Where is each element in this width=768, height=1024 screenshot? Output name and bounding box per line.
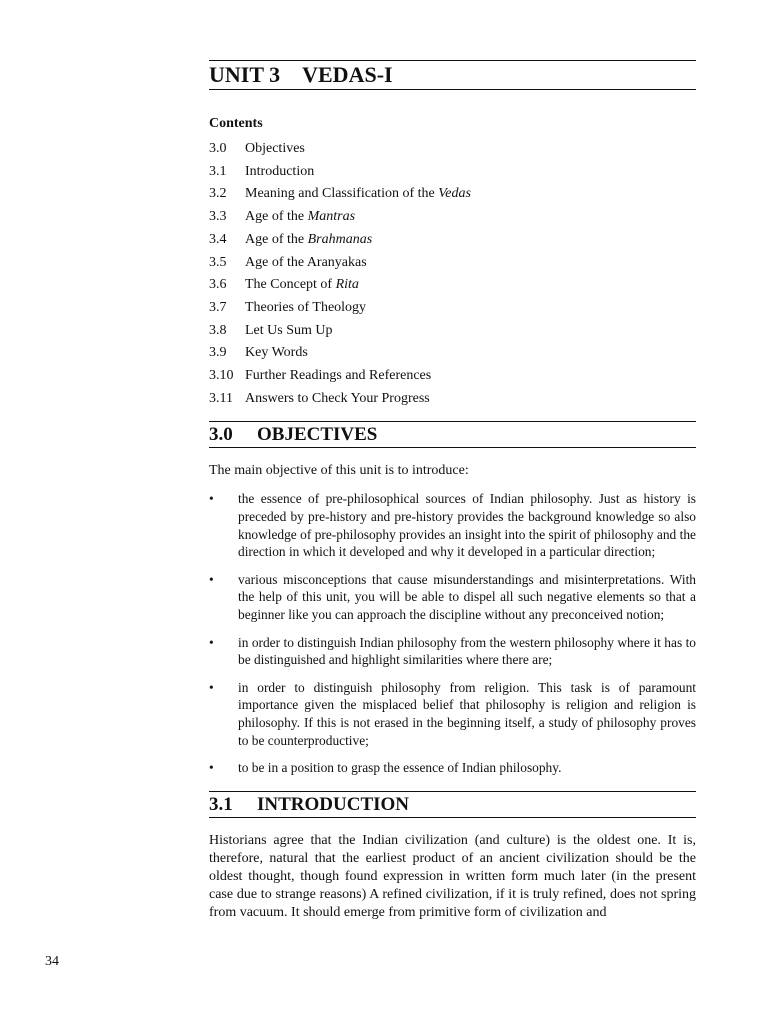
- toc-item-italic: Rita: [335, 277, 359, 293]
- toc-item-text: Age of the: [245, 231, 308, 247]
- toc-item-italic: Mantras: [307, 209, 356, 225]
- bullet-icon: •: [209, 760, 214, 776]
- introduction-title: INTRODUCTION: [257, 793, 410, 815]
- toc-item: [209, 229, 696, 252]
- toc-item-number: 3.10: [209, 368, 234, 384]
- toc-item-number: 3.2: [209, 186, 227, 202]
- toc-item-number: 3.3: [209, 209, 227, 225]
- toc-item-number: 3.8: [209, 322, 227, 338]
- objectives-intro: The main objective of this unit is to introduce:: [209, 463, 469, 479]
- toc-item-label: [245, 342, 308, 365]
- toc-item-text: Age of the Aranyakas: [245, 254, 367, 270]
- toc-item-label: [245, 161, 314, 184]
- toc-item-number: 3.0: [209, 141, 227, 156]
- objective-text: to be in a position to grasp the essence of Indian philosophy.: [238, 760, 562, 776]
- toc-item-label: [245, 206, 355, 229]
- objectives-title: OBJECTIVES: [257, 424, 378, 446]
- objective-text: in order to distinguish Indian philosophy from the western philosophy where it has to be distinguished and highlight similarities where there are;: [238, 634, 696, 668]
- toc-item: [209, 206, 696, 229]
- bullet-icon: •: [209, 679, 214, 695]
- bullet-icon: •: [209, 491, 214, 507]
- toc-item-number: 3.1: [209, 163, 227, 179]
- toc-item-text: Answers to Check Your Progress: [245, 390, 430, 406]
- toc-item-text: Age of the: [245, 209, 308, 225]
- objective-item: [209, 634, 696, 669]
- page-number: 34: [45, 954, 59, 969]
- toc-item-label: [245, 183, 471, 206]
- toc-item-number: 3.7: [209, 299, 227, 315]
- toc-item-label: [245, 297, 366, 320]
- toc-item-label: [245, 252, 367, 275]
- toc-item-italic: Brahmanas: [307, 231, 373, 247]
- introduction-heading: [209, 792, 696, 817]
- toc-item-label: [245, 138, 305, 161]
- toc-item-text: Further Readings and References: [245, 368, 432, 384]
- table-of-contents: [209, 138, 696, 410]
- toc-item: [209, 320, 696, 343]
- introduction-paragraph: Historians agree that the Indian civilization (and culture) is the oldest one. It is, therefore, natural that the earliest product of an ancient civilization should be the oldest thought, though found expression in written form much later (in the present case due to strange reasons) A refined civilization, if it is truly refined, does not spring from vacuum. It should emerge from primitive form of civilization and: [209, 832, 696, 920]
- introduction-number: 3.1: [209, 793, 233, 815]
- objectives-bottom-rule: [209, 447, 696, 448]
- toc-item-number: 3.4: [209, 231, 227, 247]
- objective-item: [209, 679, 696, 749]
- toc-item-number: 3.11: [209, 390, 233, 406]
- toc-item: [209, 342, 696, 365]
- toc-item: [209, 138, 696, 161]
- objective-item: [209, 490, 696, 560]
- objectives-heading: [209, 422, 696, 447]
- toc-item-text: Introduction: [245, 163, 315, 179]
- introduction-bottom-rule: [209, 817, 696, 818]
- toc-item: [209, 252, 696, 275]
- objectives-list: [209, 490, 696, 776]
- toc-item-label: [245, 388, 430, 411]
- toc-item: [209, 161, 696, 184]
- toc-item-number: 3.9: [209, 345, 227, 361]
- bullet-icon: •: [209, 634, 214, 650]
- contents-heading: Contents: [209, 116, 263, 131]
- toc-item: [209, 365, 696, 388]
- objective-item: [209, 571, 696, 624]
- unit-name: VEDAS-I: [302, 62, 393, 87]
- objective-text: in order to distinguish philosophy from religion. This task is of paramount importance given the misplaced belief that philosophy is religion and religion is philosophy. If this is not erased in the beginning itself, a study of philosophy proves to be counterproductive;: [238, 679, 696, 748]
- title-bottom-rule: [209, 89, 696, 90]
- objective-text: various misconceptions that cause misunderstandings and misinterpretations. With the help of this unit, you will be able to dispel all such negative elements so that a beginner like you can approach the discipline without any preconceived notion;: [238, 571, 696, 622]
- toc-item-text: The Concept of: [245, 277, 336, 293]
- toc-item-number: 3.5: [209, 254, 227, 270]
- toc-item-label: [245, 274, 359, 297]
- toc-item: [209, 388, 696, 411]
- toc-item-text: Objectives: [245, 141, 305, 156]
- objectives-number: 3.0: [209, 424, 233, 446]
- toc-item-number: 3.6: [209, 277, 227, 293]
- unit-number: UNIT 3: [209, 62, 281, 87]
- bullet-icon: •: [209, 571, 214, 587]
- unit-title: [209, 61, 696, 89]
- objective-item: [209, 759, 696, 777]
- toc-item-text: Let Us Sum Up: [245, 322, 333, 338]
- toc-item-label: [245, 229, 372, 252]
- toc-item: [209, 297, 696, 320]
- toc-item-text: Key Words: [245, 345, 308, 361]
- toc-item-text: Meaning and Classification of the: [245, 186, 439, 202]
- toc-item: [209, 274, 696, 297]
- toc-item-text: Theories of Theology: [245, 299, 367, 315]
- toc-item: [209, 183, 696, 206]
- objective-text: the essence of pre-philosophical sources of Indian philosophy. Just as history is preceded by pre-history and pre-history provides the background knowledge so also knowledge of pre-philosophy provides an insight into the spirit of philosophy and the direction in which it developed and why it developed in a particular direction;: [238, 491, 696, 560]
- toc-item-label: [245, 320, 333, 343]
- toc-item-italic: Vedas: [438, 186, 471, 202]
- toc-item-label: [245, 365, 431, 388]
- page-content: [209, 60, 696, 922]
